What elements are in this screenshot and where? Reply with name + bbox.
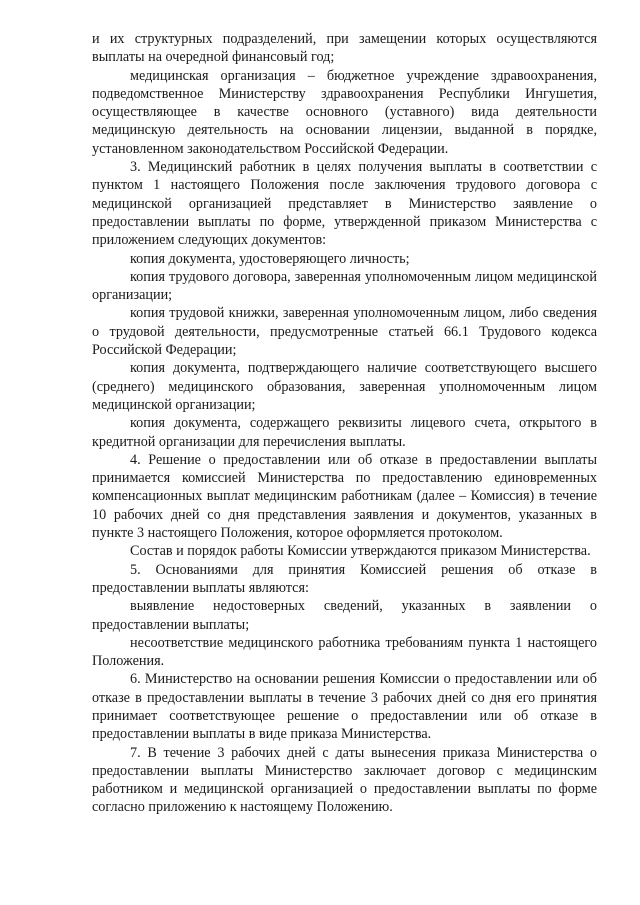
paragraph-item-4: 4. Решение о предоставлении или об отказе в предоставлении выплаты принимается комиссией Министерства по предоставлению единовременных компенсационных выплат медицинским работникам (далее – Комиссия) в течение 10 рабочих дней со дня представления заявления и документов, указанных в пункте 3 настоящего Положения, которое оформляется протоколом. (92, 451, 597, 542)
paragraph-item-3-document-1: копия документа, удостоверяющего личность; (130, 250, 410, 267)
paragraph-item-5-ground-1: выявление недостоверных сведений, указанных в заявлении о предоставлении выплаты; (92, 598, 597, 633)
paragraph-item-3-document-2: копия трудового договора, заверенная уполномоченным лицом медицинской организации; (92, 268, 597, 304)
paragraph-item-3: 3. Медицинский работник в целях получения выплаты в соответствии с пунктом 1 настоящего Положения после заключения трудового договора с медицинской организацией представляет в Министерство заявление о предоставлении выплаты по форме, утвержденной приказом Министерства с приложением следующих документов: (92, 159, 597, 249)
paragraph-item-3-document-5: копия документа, содержащего реквизиты лицевого счета, открытого в кредитной организации для перечисления выплаты. (92, 415, 597, 450)
paragraph-item-5: 5. Основаниями для принятия Комиссией решения об отказе в предоставлении выплаты являются: (92, 561, 597, 596)
paragraph-item-6: 6. Министерство на основании решения Комиссии о предоставлении или об отказе в предоставлении выплаты в течение 3 рабочих дней со дня его принятия принимает соответствующее решение о предоставлении или об отказе в предоставлении выплаты в виде приказа Министерства. (92, 671, 597, 743)
paragraph-continuation: и их структурных подразделений, при замещении которых осуществляются выплаты на очередной финансовый год; (92, 31, 597, 66)
document-page (92, 30, 597, 817)
paragraph-item-5-ground-2: несоответствие медицинского работника требованиям пункта 1 настоящего Положения. (92, 634, 597, 670)
paragraph-definition-medical-organization: медицинская организация – бюджетное учреждение здравоохранения, подведомственное Министерству здравоохранения Республики Ингушетия, осуществляющее в качестве основного (уставного) вида деятельности медицинскую деятельность на основании лицензии, выданной в порядке, установленном законодательством Российской Федерации. (92, 67, 597, 157)
paragraph-item-3-document-3: копия трудовой книжки, заверенная уполномоченным лицом, либо сведения о трудовой деятельности, предусмотренные статьей 66.1 Трудового кодекса Российской Федерации; (92, 305, 597, 359)
paragraph-item-7: 7. В течение 3 рабочих дней с даты вынесения приказа Министерства о предоставлении выплаты Министерство заключает договор с медицинским работником и медицинской организацией о предоставлении выплаты по форме согласно приложению к настоящему Положению. (92, 744, 597, 816)
paragraph-item-3-document-4: копия документа, подтверждающего наличие соответствующего высшего (среднего) медицинского образования, заверенная уполномоченным лицом медицинской организации; (92, 360, 597, 413)
paragraph-item-4-commission: Состав и порядок работы Комиссии утверждаются приказом Министерства. (130, 543, 591, 560)
